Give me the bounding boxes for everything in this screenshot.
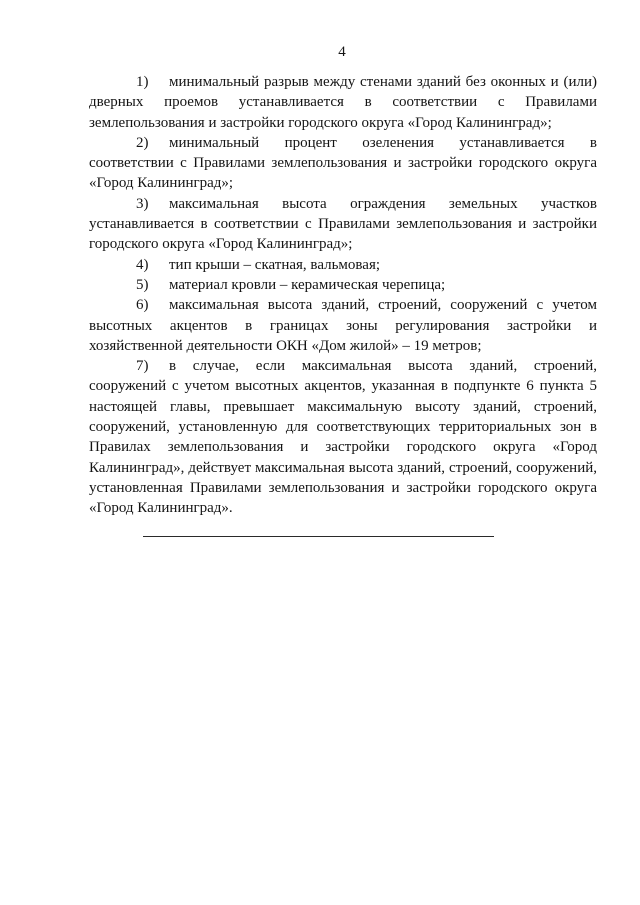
list-item-number: 4) bbox=[136, 256, 149, 273]
list-item bbox=[89, 72, 597, 133]
list-item-number: 7) bbox=[136, 358, 149, 375]
list-item bbox=[89, 255, 597, 275]
list-item-number: 3) bbox=[136, 195, 149, 212]
list-item-number: 6) bbox=[136, 297, 149, 314]
closing-rule bbox=[143, 536, 494, 537]
list-item-text: минимальный разрыв между стенами зданий без оконных и (или) дверных проемов устанавливается в соответствии с Правилами землепользования и застройки городского округа «Город Калининград»; bbox=[89, 74, 597, 131]
list-item bbox=[89, 295, 597, 356]
list-item-text: в случае, если максимальная высота зданий, строений, сооружений с учетом высотных акцентов, указанная в подпункте 6 пункта 5 настоящей главы, превышает максимальную высоту зданий, строений, сооружений, установленную для соответствующих территориальных зон в Правилах землепользования и застройки городского округа «Город Калининград», действует максимальная высота зданий, строений, сооружений, установленная Правилами землепользования и застройки городского округа «Город Калининград». bbox=[89, 358, 597, 517]
page-number: 4 bbox=[338, 44, 346, 60]
list-item bbox=[89, 356, 597, 518]
list-item-number: 5) bbox=[136, 276, 149, 293]
list-item bbox=[89, 194, 597, 255]
list-item-number: 1) bbox=[136, 74, 149, 90]
list-item-text: тип крыши – скатная, вальмовая; bbox=[169, 256, 381, 273]
regulation-list bbox=[89, 72, 597, 519]
list-item bbox=[89, 133, 597, 194]
list-item-text: материал кровли – керамическая черепица; bbox=[169, 276, 446, 293]
list-item bbox=[89, 275, 597, 295]
list-item-text: минимальный процент озеленения устанавливается в соответствии с Правилами землепользования и застройки городского округа «Город Калининград»; bbox=[89, 134, 597, 192]
list-item-text: максимальная высота зданий, строений, сооружений с учетом высотных акцентов в границах зоны регулирования застройки и хозяйственной деятельности ОКН «Дом жилой» – 19 метров; bbox=[89, 297, 597, 354]
list-item-text: максимальная высота ограждения земельных участков устанавливается в соответствии с Правилами землепользования и застройки городского округа «Город Калининград»; bbox=[89, 195, 597, 253]
list-item-number: 2) bbox=[136, 134, 149, 151]
